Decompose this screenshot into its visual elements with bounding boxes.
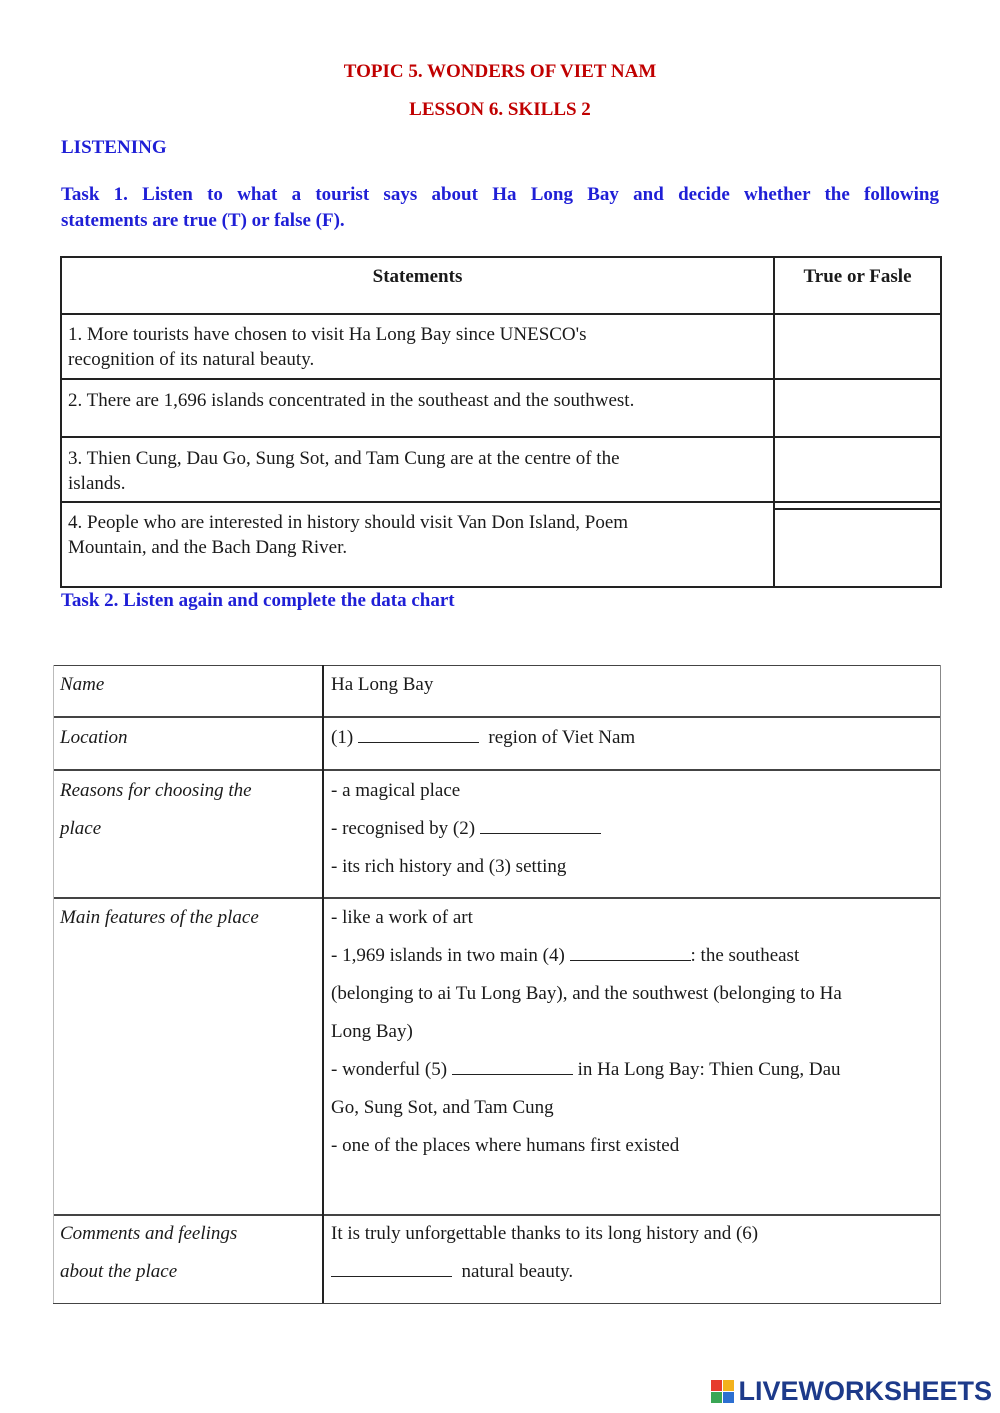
label-reasons	[60, 772, 252, 848]
label-features: Main features of the place	[60, 907, 259, 928]
table2-bottom-border	[53, 1303, 941, 1304]
label-reasons-line1: Reasons for choosing the	[60, 780, 252, 801]
blank-1-input[interactable]	[358, 724, 479, 743]
table1-row-line	[60, 313, 942, 315]
statement-1-line2: recognition of its natural beauty.	[68, 349, 315, 370]
blank-1-number: (1)	[331, 727, 354, 748]
statement-3-line1: 3. Thien Cung, Dau Go, Sung Sot, and Tam Cung are at the centre of the	[68, 448, 620, 469]
label-comments	[60, 1215, 237, 1291]
table2-top-border	[53, 665, 941, 666]
comments-suffix: natural beauty.	[461, 1261, 574, 1282]
table1-column-divider	[773, 256, 775, 588]
table1-row-line	[775, 508, 942, 510]
feature-line	[331, 937, 931, 975]
blank-4-input[interactable]	[570, 942, 691, 961]
answer-input-2[interactable]	[777, 382, 940, 435]
statement-3-line2: islands.	[68, 473, 126, 494]
header-statements: Statements	[372, 266, 463, 287]
statement-row	[68, 510, 768, 560]
reason-2-text: - recognised by (2)	[331, 818, 476, 839]
statement-1-line1: 1. More tourists have chosen to visit Ha Long Bay since UNESCO's	[68, 324, 587, 345]
statement-row	[68, 322, 768, 372]
statement-row	[68, 446, 768, 496]
statement-4-line2: Mountain, and the Bach Dang River.	[68, 537, 348, 558]
blank-5-input[interactable]	[452, 1056, 573, 1075]
logo-icon	[711, 1380, 734, 1403]
table1-row-line	[775, 501, 942, 503]
statement-2-line1: 2. There are 1,696 islands concentrated in the southeast and the southwest.	[68, 390, 635, 411]
blank-2-input[interactable]	[480, 815, 601, 834]
reason-1: - a magical place	[331, 780, 461, 801]
liveworksheets-logo	[711, 1376, 992, 1407]
feature-wonderful-text: - wonderful (5)	[331, 1059, 448, 1080]
table2-row-line	[53, 716, 941, 718]
value-location	[331, 719, 635, 757]
table2-row-line	[53, 769, 941, 771]
feature-line: (belonging to ai Tu Long Bay), and the southwest (belonging to Ha	[331, 983, 842, 1004]
table1-row-line	[60, 378, 942, 380]
feature-line: Go, Sung Sot, and Tam Cung	[331, 1097, 554, 1118]
table2-right-border	[940, 665, 941, 1303]
label-comments-line1: Comments and feelings	[60, 1223, 238, 1244]
answer-input-3[interactable]	[777, 440, 940, 500]
label-name: Name	[60, 674, 105, 695]
logo-text: LIVEWORKSHEETS	[738, 1376, 992, 1406]
feature-wonderful-suffix: in Ha Long Bay: Thien Cung, Dau	[577, 1059, 841, 1080]
location-suffix: region of Viet Nam	[488, 727, 636, 748]
reason-3: - its rich history and (3) setting	[331, 856, 567, 877]
task1-instruction	[61, 182, 939, 234]
answer-input-4[interactable]	[777, 512, 940, 586]
feature-islands-text: - 1,969 islands in two main (4)	[331, 945, 565, 966]
value-comments	[331, 1215, 758, 1291]
value-reasons	[331, 772, 601, 886]
task2-instruction: Task 2. Listen again and complete the data chart	[61, 590, 455, 611]
task1-instruction-line1: Task 1. Listen to what a tourist says about Ha Long Bay and decide whether the following	[61, 184, 939, 205]
topic-title: TOPIC 5. WONDERS OF VIET NAM	[343, 61, 657, 82]
comments-line2	[331, 1253, 758, 1291]
lesson-title: LESSON 6. SKILLS 2	[409, 99, 591, 120]
value-name: Ha Long Bay	[331, 674, 434, 695]
table2-column-divider	[322, 665, 324, 1303]
table2-left-border	[53, 665, 54, 1303]
value-features	[331, 899, 931, 1165]
label-comments-line2: about the place	[60, 1261, 178, 1282]
reason-2	[331, 810, 601, 848]
label-location: Location	[60, 727, 128, 748]
section-listening: LISTENING	[61, 137, 167, 158]
table1-row-line	[60, 501, 775, 503]
statement-4-line1: 4. People who are interested in history should visit Van Don Island, Poem	[68, 512, 629, 533]
table1-row-line	[60, 436, 942, 438]
header-true-or-false: True or Fasle	[803, 266, 912, 287]
statement-row	[68, 388, 768, 413]
answer-input-1[interactable]	[777, 317, 940, 377]
feature-islands-suffix: : the southeast	[690, 945, 800, 966]
feature-line: - like a work of art	[331, 907, 473, 928]
task1-instruction-line2: statements are true (T) or false (F).	[61, 210, 345, 231]
label-reasons-line2: place	[60, 818, 102, 839]
blank-6-input[interactable]	[331, 1258, 452, 1277]
feature-line: - one of the places where humans first existed	[331, 1135, 680, 1156]
feature-line: Long Bay)	[331, 1021, 413, 1042]
comments-line1: It is truly unforgettable thanks to its long history and (6)	[331, 1223, 759, 1244]
feature-line	[331, 1051, 931, 1089]
